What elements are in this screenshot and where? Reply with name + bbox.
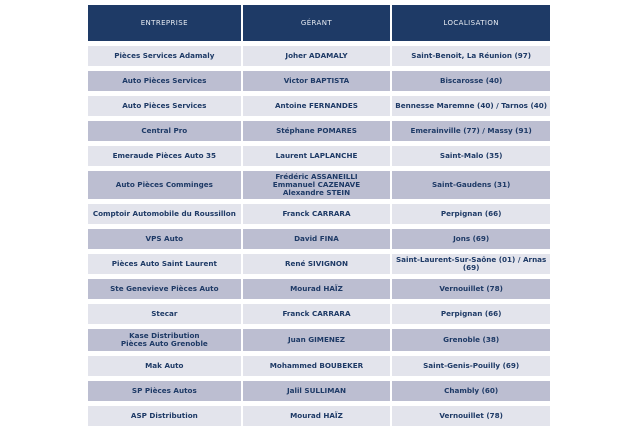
- cell-gerant: [243, 71, 391, 91]
- entreprise-line: Emeraude Pièces Auto 35: [112, 151, 217, 160]
- cell-entreprise: [88, 229, 241, 249]
- entreprise-line: VPS Auto: [145, 234, 184, 243]
- gerant-name: Stéphane POMARES: [276, 126, 357, 135]
- table-row: [88, 229, 550, 249]
- table-row: [88, 71, 550, 91]
- cell-entreprise: [88, 356, 241, 376]
- table-row: [88, 46, 550, 66]
- cell-localisation: Grenoble (38): [392, 329, 550, 351]
- table-row: [88, 304, 550, 324]
- cell-gerant: [243, 356, 391, 376]
- cell-entreprise: [88, 381, 241, 401]
- entreprise-line: Mak Auto: [145, 361, 184, 370]
- gerant-name: Mourad HAÏZ: [290, 284, 343, 293]
- header-gerant: GÉRANT: [243, 5, 391, 41]
- gerant-name: Jalil SULLIMAN: [286, 386, 346, 395]
- entreprise-line: Auto Pièces Services: [122, 76, 207, 85]
- cell-localisation: Perpignan (66): [392, 304, 550, 324]
- cell-localisation: Biscarosse (40): [392, 71, 550, 91]
- cell-entreprise: [88, 71, 241, 91]
- entreprise-line: Stecar: [151, 309, 178, 318]
- gerant-name: Victor BAPTISTA: [283, 76, 350, 85]
- cell-gerant: [243, 279, 391, 299]
- gerant-name: Alexandre STEIN: [282, 188, 351, 197]
- cell-localisation: Saint-Benoit, La Réunion (97): [392, 46, 550, 66]
- cell-gerant: [243, 46, 391, 66]
- table-row: [88, 254, 550, 274]
- cell-entreprise: [88, 171, 241, 199]
- cell-entreprise: [88, 146, 241, 166]
- entreprise-line: Kase Distribution: [129, 331, 200, 340]
- cell-gerant: [243, 254, 391, 274]
- cell-localisation: Saint-Genis-Pouilly (69): [392, 356, 550, 376]
- gerant-name: Mohammed BOUBEKER: [269, 361, 364, 370]
- table-body: [88, 41, 550, 426]
- table-row: [88, 406, 550, 426]
- cell-entreprise: [88, 46, 241, 66]
- gerant-name: Frédéric ASSANEILLI: [275, 172, 358, 181]
- table-row: [88, 96, 550, 116]
- cell-gerant: [243, 171, 391, 199]
- gerant-name: Franck CARRARA: [282, 209, 351, 218]
- table-row: [88, 279, 550, 299]
- cell-entreprise: [88, 406, 241, 426]
- cell-entreprise: [88, 329, 241, 351]
- table-row: [88, 329, 550, 351]
- table-row: [88, 121, 550, 141]
- table-row: [88, 171, 550, 199]
- cell-localisation: Saint-Gaudens (31): [392, 171, 550, 199]
- gerant-name: David FINA: [294, 234, 339, 243]
- gerant-name: Antoine FERNANDES: [274, 101, 358, 110]
- table-row: [88, 381, 550, 401]
- gerant-name: Laurent LAPLANCHE: [275, 151, 358, 160]
- cell-localisation: Chambly (60): [392, 381, 550, 401]
- gerant-name: René SIVIGNON: [284, 259, 348, 268]
- cell-localisation: Jons (69): [392, 229, 550, 249]
- entreprise-line: Comptoir Automobile du Roussillon: [92, 209, 236, 218]
- cell-localisation: Perpignan (66): [392, 204, 550, 224]
- header-entreprise: ENTREPRISE: [88, 5, 241, 41]
- entreprise-line: ASP Distribution: [130, 411, 198, 420]
- cell-gerant: [243, 146, 391, 166]
- companies-table: [86, 5, 552, 426]
- cell-gerant: [243, 96, 391, 116]
- cell-gerant: [243, 204, 391, 224]
- cell-localisation: Saint-Laurent-Sur-Saône (01) / Arnas (69): [392, 254, 550, 274]
- cell-localisation: Emerainville (77) / Massy (91): [392, 121, 550, 141]
- gerant-name: Mourad HAÏZ: [290, 411, 343, 420]
- table-header: [88, 5, 550, 41]
- gerant-name: Joher ADAMALY: [285, 51, 348, 60]
- cell-localisation: Vernouillet (78): [392, 406, 550, 426]
- cell-entreprise: [88, 304, 241, 324]
- cell-entreprise: [88, 204, 241, 224]
- gerant-name: Juan GIMENEZ: [287, 335, 345, 344]
- entreprise-line: Auto Pièces Services: [122, 101, 207, 110]
- gerant-name: Franck CARRARA: [282, 309, 351, 318]
- entreprise-line: SP Pièces Autos: [131, 386, 197, 395]
- entreprise-line: Pièces Auto Saint Laurent: [111, 259, 217, 268]
- entreprise-line: Central Pro: [141, 126, 188, 135]
- cell-localisation: Bennesse Maremne (40) / Tarnos (40): [392, 96, 550, 116]
- cell-localisation: Vernouillet (78): [392, 279, 550, 299]
- entreprise-line: Ste Genevieve Pièces Auto: [110, 284, 219, 293]
- cell-gerant: [243, 121, 391, 141]
- cell-gerant: [243, 406, 391, 426]
- entreprise-line: Auto Pièces Comminges: [115, 180, 213, 189]
- table-wrapper: [88, 5, 550, 426]
- entreprise-line: Pièces Services Adamaly: [114, 51, 215, 60]
- cell-gerant: [243, 229, 391, 249]
- gerant-name: Emmanuel CAZENAVE: [272, 180, 361, 189]
- table-row: [88, 356, 550, 376]
- table-row: [88, 204, 550, 224]
- cell-entreprise: [88, 279, 241, 299]
- header-localisation: LOCALISATION: [392, 5, 550, 41]
- cell-gerant: [243, 329, 391, 351]
- cell-gerant: [243, 381, 391, 401]
- cell-localisation: Saint-Malo (35): [392, 146, 550, 166]
- table-row: [88, 146, 550, 166]
- cell-entreprise: [88, 254, 241, 274]
- entreprise-line: Pièces Auto Grenoble: [120, 339, 208, 348]
- cell-entreprise: [88, 96, 241, 116]
- cell-entreprise: [88, 121, 241, 141]
- cell-gerant: [243, 304, 391, 324]
